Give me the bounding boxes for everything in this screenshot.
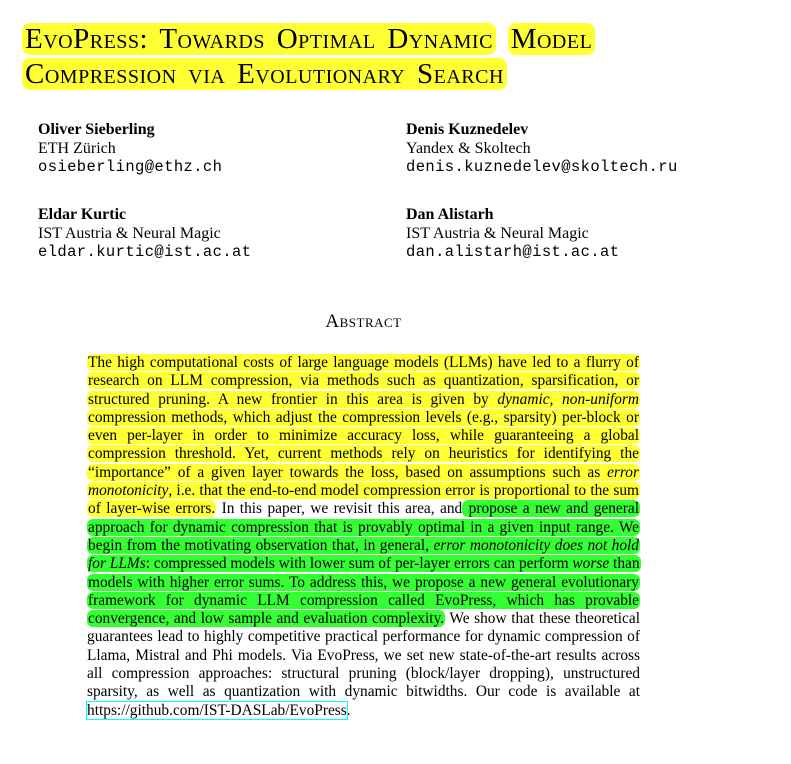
abstract-emphasis: error monotonicity does not hold for LLMs <box>88 536 639 573</box>
title-line1-part1: EvoPress: Towards Optimal Dynamic <box>25 23 493 55</box>
abstract-text: : compressed models with lower sum of per-layer errors can perform <box>145 555 569 573</box>
title-highlight-3 <box>22 58 507 90</box>
title-line2: Compression via Evolutionary Search <box>25 58 504 90</box>
highlight-green <box>87 500 641 627</box>
abstract-text: than models with higher error sums. To address this, we propose a new general evolutionary framework for dynamic LLM compression called EvoPress, which has provable convergence, and low sample and evaluation complexity. <box>88 555 640 628</box>
author-name: Eldar Kurtic <box>38 206 127 223</box>
author-block-1 <box>38 120 222 177</box>
abstract-text: In this paper, we revisit this area, and <box>216 500 463 518</box>
abstract-text: propose a new and general approach for dynamic compression that is provably optimal in a given input range. We begin from the motivating observation that, in general, <box>88 500 639 554</box>
author-name: Oliver Sieberling <box>38 121 155 138</box>
abstract-emphasis: dynamic, non-uniform <box>497 390 640 408</box>
abstract-text: . <box>346 701 351 719</box>
title-highlight-2 <box>508 23 596 55</box>
code-link[interactable]: https://github.com/IST-DASLab/EvoPress <box>87 701 347 719</box>
author-block-2 <box>406 120 678 177</box>
author-name: Dan Alistarh <box>406 206 494 223</box>
author-block-4 <box>406 205 619 262</box>
author-affiliation: Yandex & Skoltech <box>406 140 531 157</box>
author-affiliation: ETH Zürich <box>38 140 116 157</box>
highlight-yellow <box>87 354 640 517</box>
author-block-3 <box>38 205 251 262</box>
author-name: Denis Kuznedelev <box>406 121 529 138</box>
abstract-emphasis: worse <box>572 555 610 573</box>
author-affiliation: IST Austria & Neural Magic <box>406 225 589 242</box>
author-email[interactable]: denis.kuznedelev@skoltech.ru <box>406 158 678 176</box>
abstract-body <box>87 354 640 720</box>
paper-title <box>22 22 595 92</box>
title-highlight-1 <box>22 23 496 55</box>
author-affiliation: IST Austria & Neural Magic <box>38 225 221 242</box>
author-email[interactable]: eldar.kurtic@ist.ac.at <box>38 243 252 261</box>
author-email[interactable]: osieberling@ethz.ch <box>38 158 223 176</box>
abstract-text: The high computational costs of large language models (LLMs) have led to a flurry of research on LLM compression, via methods such as quantization, sparsification, or structured pruning. A new frontier in this area is given by <box>88 354 639 408</box>
abstract-emphasis: error monotonicity <box>88 463 639 500</box>
title-line1-part2: Model <box>510 23 593 55</box>
abstract-text: compression methods, which adjust the compression levels (e.g., sparsity) per-block or even per-layer in order to minimize accuracy loss, while guaranteeing a global compression threshold. Yet, current methods rely on heuristics for identifying the “importance” of a given layer towards the loss, based on assumptions such as <box>88 408 639 481</box>
abstract-text: We show that these theoretical guarantees lead to highly competitive practical performance for dynamic compression of Llama, Mistral and Phi models. Via EvoPress, we set new state-of-the-art results across all compression approaches: structural pruning (block/layer dropping), unstructured sparsity, as well as quantization with dynamic bitwidths. Our code is available at <box>87 610 641 701</box>
abstract-text: , i.e. that the end-to-end model compression error is proportional to the sum of layer-wise errors. <box>88 482 639 518</box>
author-email[interactable]: dan.alistarh@ist.ac.at <box>406 243 620 261</box>
abstract-heading: Abstract <box>325 311 402 332</box>
